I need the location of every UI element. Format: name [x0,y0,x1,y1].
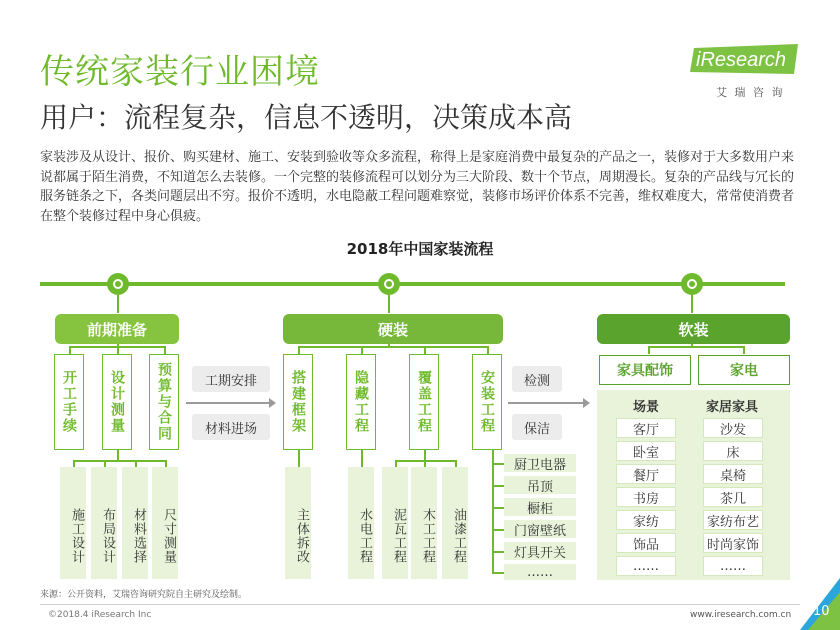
connector [388,344,390,347]
list-item: 时尚家饰 [703,533,763,553]
detail-box: 木工工程 [411,467,437,579]
list-item: 床 [703,441,763,461]
page-number: 10 [813,604,830,619]
connector [395,460,397,467]
timeline-node-1 [107,273,129,295]
connector [648,346,744,348]
logo-brand: iResearch [696,49,787,71]
transition-label: 检测 [512,366,562,392]
connector [69,346,71,354]
step-box: 搭建框架 [283,354,313,450]
step-box: 预算与合同 [149,354,179,450]
connector [424,346,426,354]
category-header: 家电 [698,355,790,385]
diagram-title: 2018年中国家装流程 [346,240,494,258]
list-item: 客厅 [616,418,676,438]
list-item: 家纺布艺 [703,510,763,530]
connector [388,295,390,313]
phase-header-hard: 硬装 [283,314,503,344]
list-item: 家纺 [616,510,676,530]
connector [648,346,650,354]
step-box: 开工手续 [54,354,84,450]
detail-box: 尺寸测量 [152,467,178,579]
install-item: …… [504,564,576,580]
detail-box: 水电工程 [348,467,374,579]
detail-box: 施工设计 [60,467,86,579]
step-box: 覆盖工程 [409,354,439,450]
connector [164,346,166,354]
install-item: 灯具开关 [504,542,576,560]
transition-label: 工期安排 [192,366,270,392]
connector [117,295,119,313]
list-item: 卧室 [616,441,676,461]
connector [104,460,106,467]
connector [743,346,745,354]
transition-label: 保洁 [512,414,562,440]
footer-divider [40,604,800,605]
connector [73,460,75,467]
list-item: 饰品 [616,533,676,553]
connector [691,344,693,347]
connector [298,450,300,467]
detail-box: 泥瓦工程 [382,467,408,579]
detail-box: 材料选择 [122,467,148,579]
connector [492,463,504,465]
step-box: 隐藏工程 [346,354,376,450]
copyright: ©2018.4 iResearch Inc [48,610,152,620]
arrow-icon [186,402,274,404]
detail-box: 主体拆改 [285,467,311,579]
logo-tagline: 艾 瑞 咨 询 [716,86,785,99]
list-item: 餐厅 [616,464,676,484]
list-item: 茶几 [703,487,763,507]
step-box: 设计测量 [102,354,132,450]
connector [73,460,165,462]
timeline-line [40,282,785,286]
connector [165,460,167,467]
website: www.iresearch.com.cn [690,610,792,620]
detail-box: 布局设计 [91,467,117,579]
connector [492,529,504,531]
connector [361,346,363,354]
arrow-icon [508,402,588,404]
column-header: 场景 [632,400,659,415]
detail-box: 油漆工程 [442,467,468,579]
connector [117,346,119,354]
page-title: 传统家装行业困境 [40,52,320,92]
transition-label: 材料进场 [192,414,270,440]
install-item: 吊顶 [504,476,576,494]
install-item: 厨卫电器 [504,454,576,472]
connector [298,346,488,348]
connector [492,551,504,553]
list-item: …… [616,556,676,576]
install-item: 橱柜 [504,498,576,516]
connector [492,485,504,487]
list-item: 桌椅 [703,464,763,484]
column-header: 家居家具 [705,400,758,415]
connector [691,295,693,313]
source-note: 来源：公开资料，艾瑞咨询研究院自主研究及绘制。 [40,590,248,600]
category-header: 家具配饰 [599,355,691,385]
connector [424,460,426,467]
connector [361,450,363,467]
connector [135,460,137,467]
list-item: 沙发 [703,418,763,438]
iresearch-logo [690,44,800,104]
connector [487,346,489,354]
timeline-node-3 [681,273,703,295]
connector [492,450,494,572]
connector [424,450,426,460]
install-item: 门窗壁纸 [504,520,576,538]
phase-header-soft: 软装 [597,314,790,344]
connector [117,450,119,460]
timeline-node-2 [378,273,400,295]
list-item: …… [703,556,763,576]
intro-paragraph: 家装涉及从设计、报价、购买建材、施工、安装到验收等众多流程，称得上是家庭消费中最复杂的产品之一，装修对于大多数用户来说都属于陌生消费，不知道怎么去装修。一个完整的装修流程可以划分为三大阶段、数十个节点，周期漫长。复杂的产品线与冗长的服务链条之下，各类问题层出不穷。报价不透明，水电隐蔽工程问题难察觉，装修市场评价体系不完善，维权难度大，常常使消费者在整个装修过程中身心俱疲。 [40,150,795,224]
step-box: 安装工程 [472,354,502,450]
page-subtitle: 用户：流程复杂，信息不透明，决策成本高 [40,101,573,134]
phase-header-prep: 前期准备 [55,314,179,344]
connector [492,572,504,574]
list-item: 书房 [616,487,676,507]
connector [492,507,504,509]
connector [298,346,300,354]
connector [455,460,457,467]
